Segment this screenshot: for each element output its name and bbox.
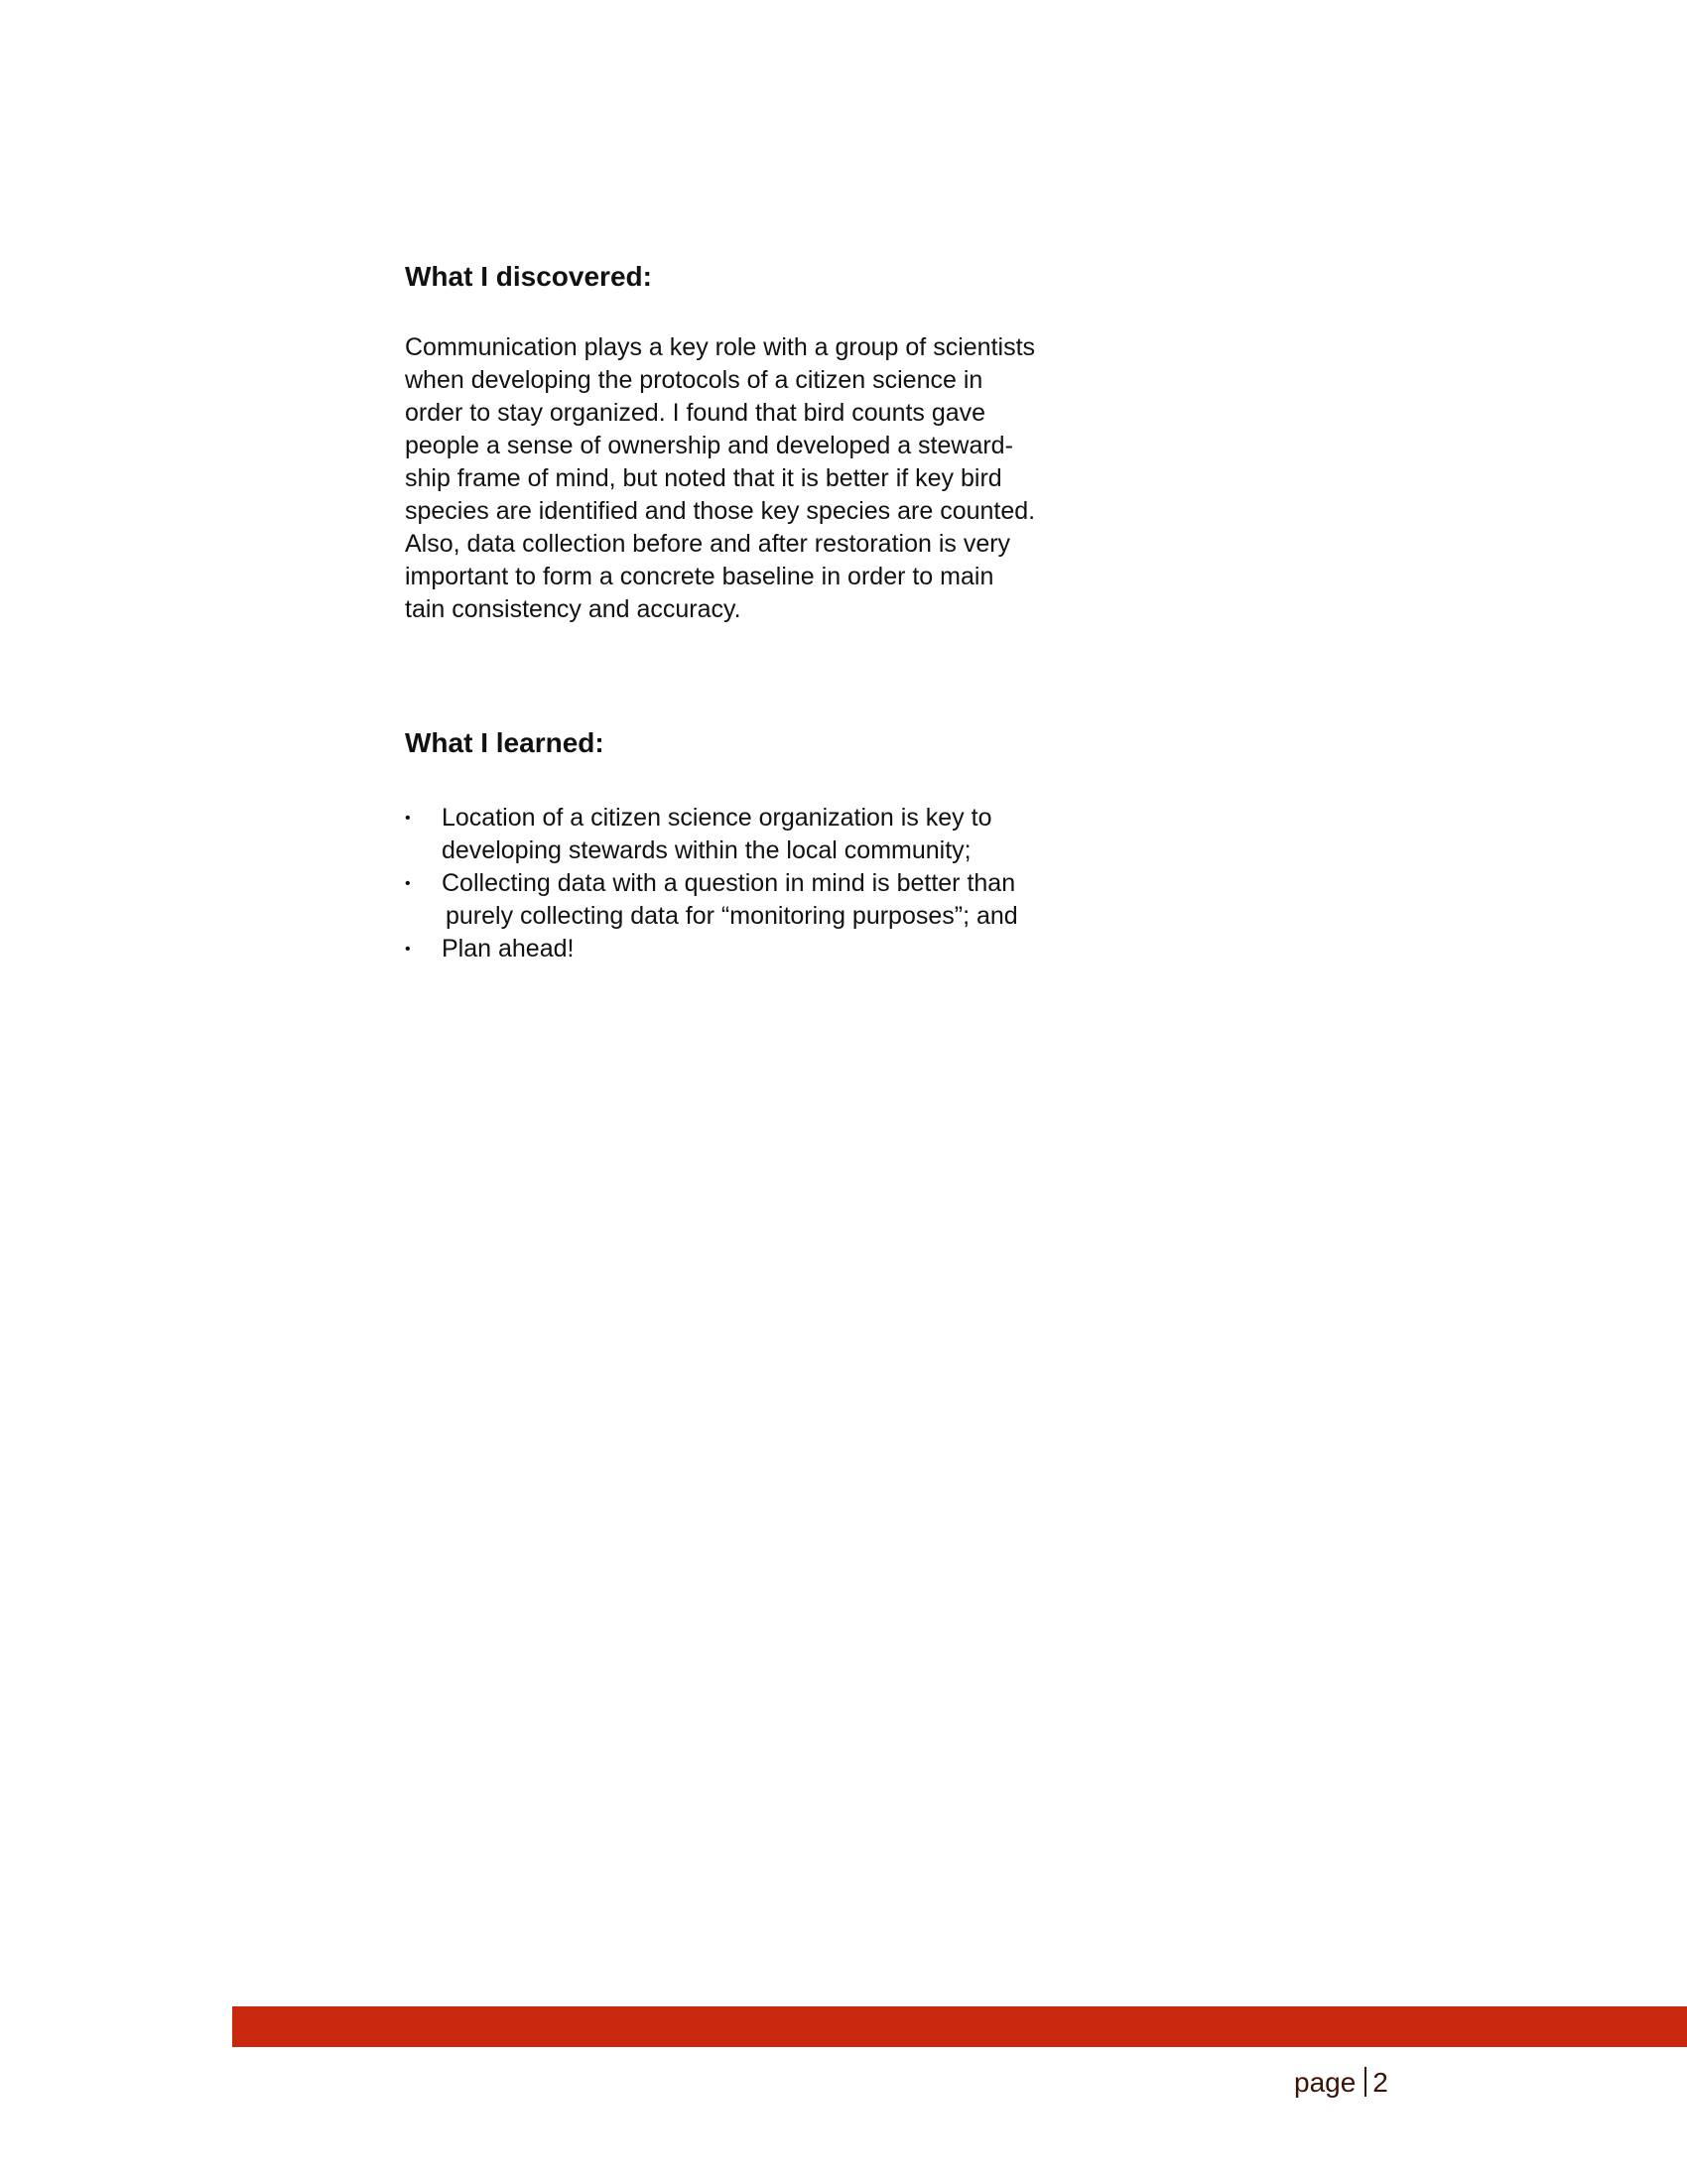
footer-accent-bar xyxy=(232,2006,1687,2047)
paragraph-line: when developing the protocols of a citizen science in xyxy=(405,366,983,394)
paragraph-line: ship frame of mind, but noted that it is better if key bird xyxy=(405,464,1002,492)
discovered-paragraph xyxy=(405,331,1035,626)
bullet-icon: • xyxy=(405,875,411,892)
page-number-value: 2 xyxy=(1372,2067,1388,2098)
paragraph-line: tain consistency and accuracy. xyxy=(405,595,741,623)
list-item-line: purely collecting data for “monitoring purposes”; and xyxy=(446,902,1018,930)
page-separator xyxy=(1364,2067,1366,2097)
paragraph-line: species are identified and those key species are counted. xyxy=(405,497,1036,525)
page-number xyxy=(1294,2066,1388,2100)
section-heading-learned: What I learned: xyxy=(405,727,604,758)
list-item-line: developing stewards within the local community; xyxy=(442,836,972,864)
bullet-icon: • xyxy=(405,941,411,958)
paragraph-line: people a sense of ownership and developed a steward- xyxy=(405,432,1013,459)
list-item-line: Location of a citizen science organization is key to xyxy=(442,804,992,832)
list-item xyxy=(405,933,1018,965)
learned-bullet-list xyxy=(405,802,1018,965)
paragraph-line: Also, data collection before and after restoration is very xyxy=(405,530,1011,558)
paragraph-line: order to stay organized. I found that bird counts gave xyxy=(405,399,986,427)
paragraph-line: Communication plays a key role with a group of scientists xyxy=(405,333,1036,361)
section-heading-discovered: What I discovered: xyxy=(405,261,652,292)
list-item xyxy=(405,867,1018,933)
page-label: page xyxy=(1294,2067,1357,2098)
list-item-line: Plan ahead! xyxy=(442,935,575,963)
list-item xyxy=(405,802,1018,867)
paragraph-line: important to form a concrete baseline in order to main xyxy=(405,563,994,590)
bullet-icon: • xyxy=(405,810,411,827)
list-item-line: Collecting data with a question in mind is better than xyxy=(442,869,1016,897)
